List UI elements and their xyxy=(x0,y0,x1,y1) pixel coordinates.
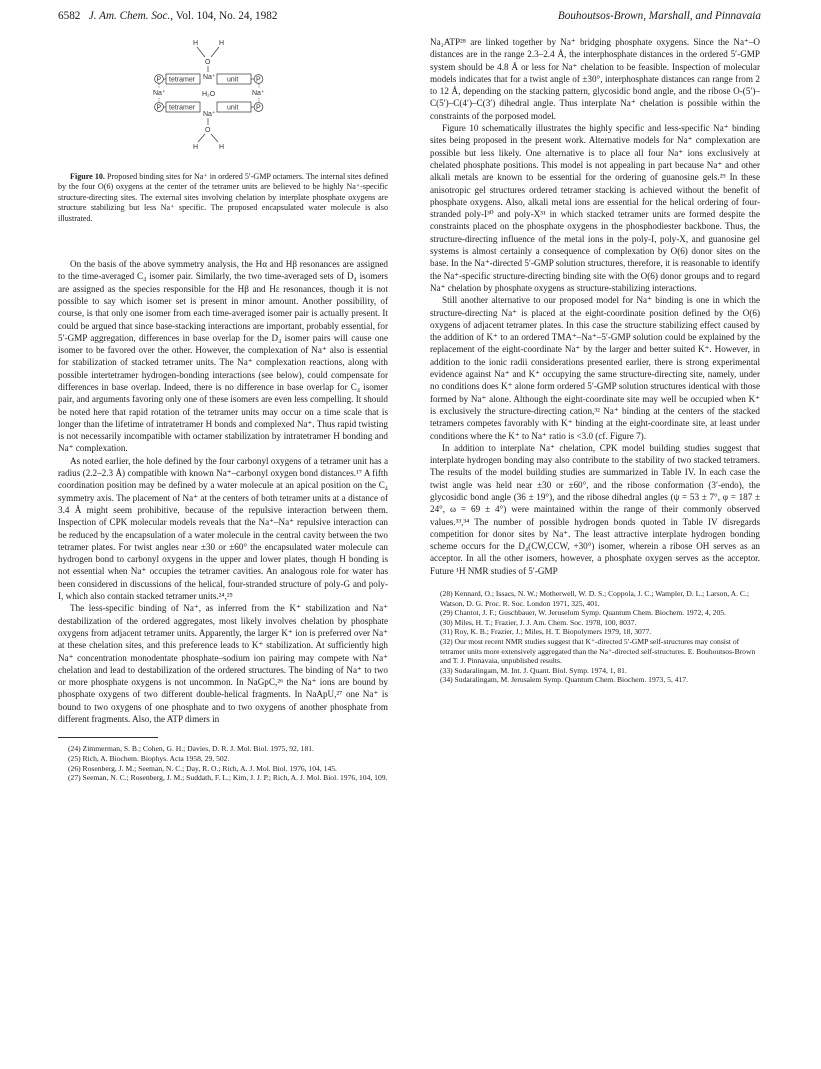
right-paragraph-1: Na₂ATP²⁸ are linked together by Na⁺ bridging phosphate oxygens. Since the Na⁺–O distances are in the range 2.3–2.4 Å, the interphosphate distances in the ordered 5′-GMP system should be 4.8 Å or less for Na⁺ chelation to be feasible. Inspection of molecular models indicates that for a twist angle of ±30°, interphosphate distances can range from 2 to 12 Å, depending on the stacking pattern, glycosidic bond angle, and the ribose O-(5′)–C(5′)–C(4′)–C(3′) dihedral angle. Thus interplate Na⁺ chelation is possible within the constraints of the porposed model. xyxy=(430,37,760,121)
bottom-water-o: O xyxy=(205,127,211,134)
p-label-ll: P xyxy=(156,104,162,112)
encapsulated-water: H₂O xyxy=(202,91,216,98)
footnote-27: (27) Seeman, N. C.; Rosenberg, J. M.; Suddath, F. L.; Kim, J. J. P.; Rich, A. J. Mol. Biol. 1976, 104, 109. xyxy=(68,773,388,783)
p-label-ul: P xyxy=(156,76,162,84)
na-left-chelation: Na⁺ xyxy=(153,90,166,97)
top-water-o: O xyxy=(205,59,211,66)
upper-unit-label: unit xyxy=(227,76,239,84)
footnote-33: (33) Sudaralingam, M. Int. J. Quant. Biol. Symp. 1974, 1, 81. xyxy=(440,665,627,675)
footnote-30: (30) Miles, H. T.; Frazier, J. J. Am. Chem. Soc. 1978, 100, 8037. xyxy=(440,617,637,627)
running-head xyxy=(58,10,761,28)
p-label-ur: P xyxy=(256,76,261,84)
figure-caption-text: Proposed binding sites for Na⁺ in ordered 5′-GMP octamers. The internal sites defined by the four O(6) oxygens at the center of the tetramer units are believed to be highly Na⁺-specific structure-directing sites. The external sites involving chelation by interplate phosphate oxygens are structure stabilizing but less Na⁺ specific. The proposed encapsulated water molecule is also illustrated. xyxy=(58,172,388,223)
upper-tetramer-label: tetramer xyxy=(169,76,196,84)
na-right-chelation: Na⁺ xyxy=(252,90,265,97)
figure-caption xyxy=(58,172,388,224)
left-paragraph-1: On the basis of the above symmetry analysis, the Hα and Hβ resonances are assigned to the time-averaged C₄ isomer pair. Similarly, the two time-averaged sets of D₄ isomers are assigned as the species responsible for the Hβ and Hε resonances, though it is not possible to say which isomer set is present in minor amount. Another possibility, of course, is that only one isomer from each time-averaged isomer pair is actually present. It could be argued that since base-stacking interactions are important, probably essential, for 5′-GMP aggregation, differences in base overlap for the D₄ isomer pairs will cause one isomer to be favored over the other. However, the complexation of Na⁺ also is essential for stabilization of stacked tetramer units. The Na⁺ complexation reactions, along with possible intertetramer hydrogen-bonding interactions (see below), could compensate for differences in base overlap. Indeed, there is no difference in base overlap for C₄ isomer pair, and arguments favoring only one of these isomers are even less compelling. It should be noted here that rapid rotation of the tetramer units may occur on a time scale that is longer than the lifetime of intratetramer H bonds and complexed Na⁺. Thus rapid twisting is not necessarily incompatible with octamer stabilization by intratetramer H bonding and Na⁺ complexation. xyxy=(58,259,388,454)
top-water-h-right: H xyxy=(219,40,225,47)
p-label-lr: P xyxy=(256,104,261,112)
left-paragraph-3: The less-specific binding of Na⁺, as inferred from the K⁺ stabilization and Na⁺ destabilization of the ordered aggregates, most likely involves chelation by phosphate oxygens from adjacent tetramer units. Apparently, the larger K⁺ ion is preferred over Na⁺ at these chelation sites, and this preference leads to K⁺ stabilization. At sufficiently high Na⁺ concentration monodentate phosphate–sodium ion pairing may compete with Na⁺ chelation and lead to destabilization of the ordered structures. The binding of Na⁺ to two or more phosphate oxygens is not uncommon. In NaGpC,²⁶ the Na⁺ ions are bound by phosphate oxygens of two different double-helical fragments. In NaApU,²⁷ one Na⁺ is bound to two oxygens of one phosphate and to two oxygens of another phosphate from different fragments. Also, the ATP dimers in xyxy=(58,603,388,725)
footnote-31: (31) Roy, K. B.; Frazier, J.; Miles, H. T. Biopolymers 1979, 18, 3077. xyxy=(440,627,652,637)
left-paragraph-2: As noted earlier, the hole defined by the four carbonyl oxygens of a tetramer unit has a radius (2.2–2.3 Å) compatible with known Na⁺–carbonyl oxygen bond distances.¹⁷ A fifth coordination position may be defined by a water molecule at an apical position on the C₄ symmetry axis. The placement of Na⁺ at the centers of both tetramer units at a distance of 3.4 Å might seem prohibitive, because of the repulsive interaction between them. Inspection of CPK molecular models reveals that the Na⁺–Na⁺ repulsive interaction can be reduced by the encapsulation of a water molecule in the central cavity between the two tetramer plates. For twist angles near ±30 or ±60° the encapsulated water molecule can hydrogen bond to carbonyl oxygens in the upper and lower plates, though H bonding is not essential when Na⁺ occupies the tetramer cavities. An analogous role for water has been considered in discussions of the helical, four-stranded structure of poly-G and poly-I, which also contain stacked tetramer units.²⁴,²⁵ xyxy=(58,455,388,602)
left-column xyxy=(58,36,388,783)
footnote-rule xyxy=(58,737,158,738)
figure-10 xyxy=(58,36,388,172)
running-head-left xyxy=(58,10,277,22)
binding-site-diagram xyxy=(153,36,303,172)
left-footnotes xyxy=(58,737,388,782)
top-water-h-left: H xyxy=(193,40,199,47)
footnote-24: (24) Zimmerman, S. B.; Cohen, G. H.; Davies, D. R. J. Mol. Biol. 1975, 92, 181. xyxy=(68,744,314,754)
lower-unit-label: unit xyxy=(227,104,239,112)
footnote-26: (26) Rosenberg, J. M.; Seeman, N. C.; Day, R. O.; Rich, A. J. Mol. Biol. 1976, 104, 145. xyxy=(68,763,337,773)
right-footnotes xyxy=(430,589,760,685)
na-top-internal: Na⁺ xyxy=(203,74,216,81)
journal-name: J. Am. Chem. Soc., xyxy=(88,10,174,22)
right-paragraph-2: Figure 10 schematically illustrates the highly specific and less-specific Na⁺ binding sites being proposed in the present work. Alternative models for Na⁺ complexation are possible but less likely. One alternative is to place all four Na⁺ ions exclusively at chelated phosphate positions. This model is not appealing in part because Na⁺ and other alkali metals are known to be essential for the ordering of guanosine gels.²⁹ In these anisotropic gel structures ordered tetramer stacking is achieved without the benefit of phosphate oxygens. Also, alkali metal ions are essential for the helical ordering of four-stranded poly-I³⁰ and poly-X³¹ in which stacked tetramer units are formed despite the constraints placed on the phosphate oxygens in the phosphodiester backbone. Thus, the structure-directing influence of the metal ions in the poly-I, poly-X, and guanosine gel systems is almost certainly a consequence of complexation by O(6) donor sites on the base. In the Na⁺-directed 5′-GMP solution structures, therefore, it is reasonable to identify the Na⁺-specific structure-directing binding site with the O(6) donor groups and to regard Na⁺ chelation by phosphate oxygens as structure-stabilizing interactions. xyxy=(430,123,760,293)
footnote-25: (25) Rich, A. Biochem. Biophys. Acta 1958, 29, 502. xyxy=(68,753,230,763)
figure-caption-label: Figure 10. xyxy=(70,172,105,181)
lower-tetramer-label: tetramer xyxy=(169,104,196,112)
right-column xyxy=(430,36,760,685)
volume-info: Vol. 104, No. 24, 1982 xyxy=(175,10,278,22)
running-head-authors: Bouhoutsos-Brown, Marshall, and Pinnavaia xyxy=(557,10,761,22)
bottom-water-h-left: H xyxy=(193,144,199,151)
right-paragraph-4: In addition to interplate Na⁺ chelation, CPK model building studies suggest that interplate hydrogen bonding may also contribute to the stability of two stacked tetramers. The results of the model building studies are summarized in Table IV. In each case the twist angle was held near ±30 or ±60°, and the ribose conformation (3′-endo), the glycosidic bond angle (36 ± 19°), and the ribose dihedral angles (ψ = 53 ± 7°, φ = 187 ± 24°, ω = 69 ± 4°) were maintained within the range of their commonly observed values.³³,³⁴ The number of possible hydrogen bonds quoted in Table IV disregards competition for donor sites by Na⁺. The least attractive interplate hydrogen bonding scheme occurs for the D₄(CW,CCW, +30°) isomer, wherein a ribose OH serves as an acceptor. In all the other isomers, however, a phosphate oxygen serves as the acceptor. Future ¹H NMR studies of 5′-GMP xyxy=(430,442,760,576)
footnote-29: (29) Chantot, J. F.; Guschbauer, W. Jeruselum Symp. Quantum Chem. Biochem. 1972, 4, 205. xyxy=(440,608,726,618)
right-paragraph-3: Still another alternative to our proposed model for Na⁺ binding is one in which the structure-directing Na⁺ is placed at the eight-coordinate position defined by the O(6) oxygens of adjacent tetramer plates. In this case the structure stabilizing effect caused by the addition of K⁺ to an ordered TMA⁺–Na⁺–5′-GMP solution could be explained by the replacement of the eight-coordinate Na⁺ by the larger and better suited K⁺. However, in addition to the ionic radii considerations presented earlier, there is strong experimental evidence against Na⁺ and K⁺ occupying the same structure-directing site, namely, under no conditions does K⁺ alone form ordered 5′-GMP solution structures identical with those formed by Na⁺ alone. Although the eight-coordinate site may well be occupied when K⁺ is exclusively the structure-directing cation,³² Na⁺ binding at the centers of the stacked tetramers competes favorably with K⁺ binding at the eight-coordinate site, at least under conditions where the K⁺ to Na⁺ ratio is <3.0 (cf. Figure 7). xyxy=(430,295,760,441)
footnote-34: (34) Sudaralingam, M. Jerusalem Symp. Quantum Chem. Biochem. 1973, 5, 417. xyxy=(440,675,689,685)
bottom-water-h-right: H xyxy=(219,144,225,151)
na-bottom-internal: Na⁺ xyxy=(203,111,216,118)
page-number: 6582 xyxy=(58,10,81,22)
footnote-28: (28) Kennard, O.; Issacs, N. W.; Motherwell, W. D. S.; Coppola, J. C.; Wampler, D. L.; Larson, A. C.; Watson, D. G. Proc. R. Soc. London 1971, 325, 401. xyxy=(440,589,749,608)
footnote-32: (32) Our most recent NMR studies suggest that K⁺-directed 5′-GMP self-structures may consist of tetramer units more extensively aggregated than the Na⁺-directed self-structures. E. Bouhoutsos-Brown and T. J. Pinnavaia, unpublished results. xyxy=(440,637,756,666)
